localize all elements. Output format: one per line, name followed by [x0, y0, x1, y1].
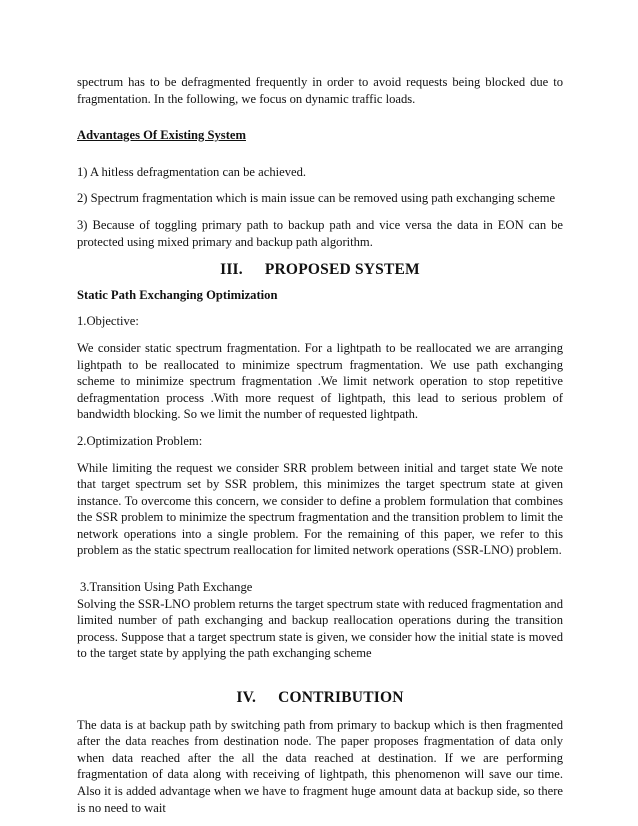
section-title: PROPOSED SYSTEM	[264, 261, 420, 279]
section-number: III.	[220, 261, 243, 279]
static-path-heading: Static Path Exchanging Optimization	[77, 287, 278, 302]
advantage-item-3: 3) Because of toggling primary path to backup path and vice versa the data in EON can be protected using mixed primary and backup path algorithm.	[77, 217, 563, 249]
advantage-item-2: 2) Spectrum fragmentation which is main issue can be removed using path exchanging scheme	[77, 191, 556, 206]
contribution-paragraph: The data is at backup path by switching path from primary to backup which is then fragmented after the data reaches from destination node. The paper proposes fragmentation of data only when data reached after the all the data reached at destination. If we are performing fragmentation of data along with receiving of lightpath, this phenomenon will save our time. Also it is added advantage when we have to fragment huge amount data at backup side, so there is no need to wait	[77, 717, 563, 815]
section-heading-proposed-system	[77, 262, 563, 279]
transition-paragraph: Solving the SSR-LNO problem returns the target spectrum state with reduced fragmentation and limited number of path exchanging and backup reallocation operations during the transition process. Suppose that a target spectrum state is given, we consider how the initial state is moved to the target state by applying the path exchanging scheme	[77, 596, 563, 661]
section-title: CONTRIBUTION	[278, 689, 404, 707]
intro-paragraph: spectrum has to be defragmented frequently in order to avoid requests being blocked due to fragmentation. In the following, we focus on dynamic traffic loads.	[77, 75, 563, 106]
optimization-paragraph: While limiting the request we consider SRR problem between initial and target state We note that target spectrum set by SSR problem, this minimizes the target spectrum state at given instance. To overcome this concern, we consider to define a problem formulation that combines the SSR problem to minimize the spectrum fragmentation and the transition problem to limit the network operations into a single problem. For the remaining of this paper, we refer to this problem as the static spectrum reallocation for limited network operations (SSR-LNO) problem.	[77, 460, 563, 558]
advantage-item-1: 1) A hitless defragmentation can be achieved.	[77, 164, 307, 179]
transition-label: 3.Transition Using Path Exchange	[80, 580, 253, 595]
objective-label: 1.Objective:	[77, 314, 139, 329]
optimization-label: 2.Optimization Problem:	[77, 433, 203, 448]
advantages-heading: Advantages Of Existing System	[77, 128, 246, 143]
section-number: IV.	[236, 689, 257, 707]
document-page	[77, 74, 563, 816]
objective-paragraph: We consider static spectrum fragmentation. For a lightpath to be reallocated we are arranging lightpath to be reallocated to minimize spectrum fragmentation. We use path exchanging scheme to minimize spectrum fragmentation .We limit network operation to stop repetitive defragmentation process .With more request of lightpath, this lead to serious problem of bandwidth blocking. So we limit the number of requested lightpath.	[77, 340, 563, 422]
section-heading-contribution	[77, 690, 563, 707]
